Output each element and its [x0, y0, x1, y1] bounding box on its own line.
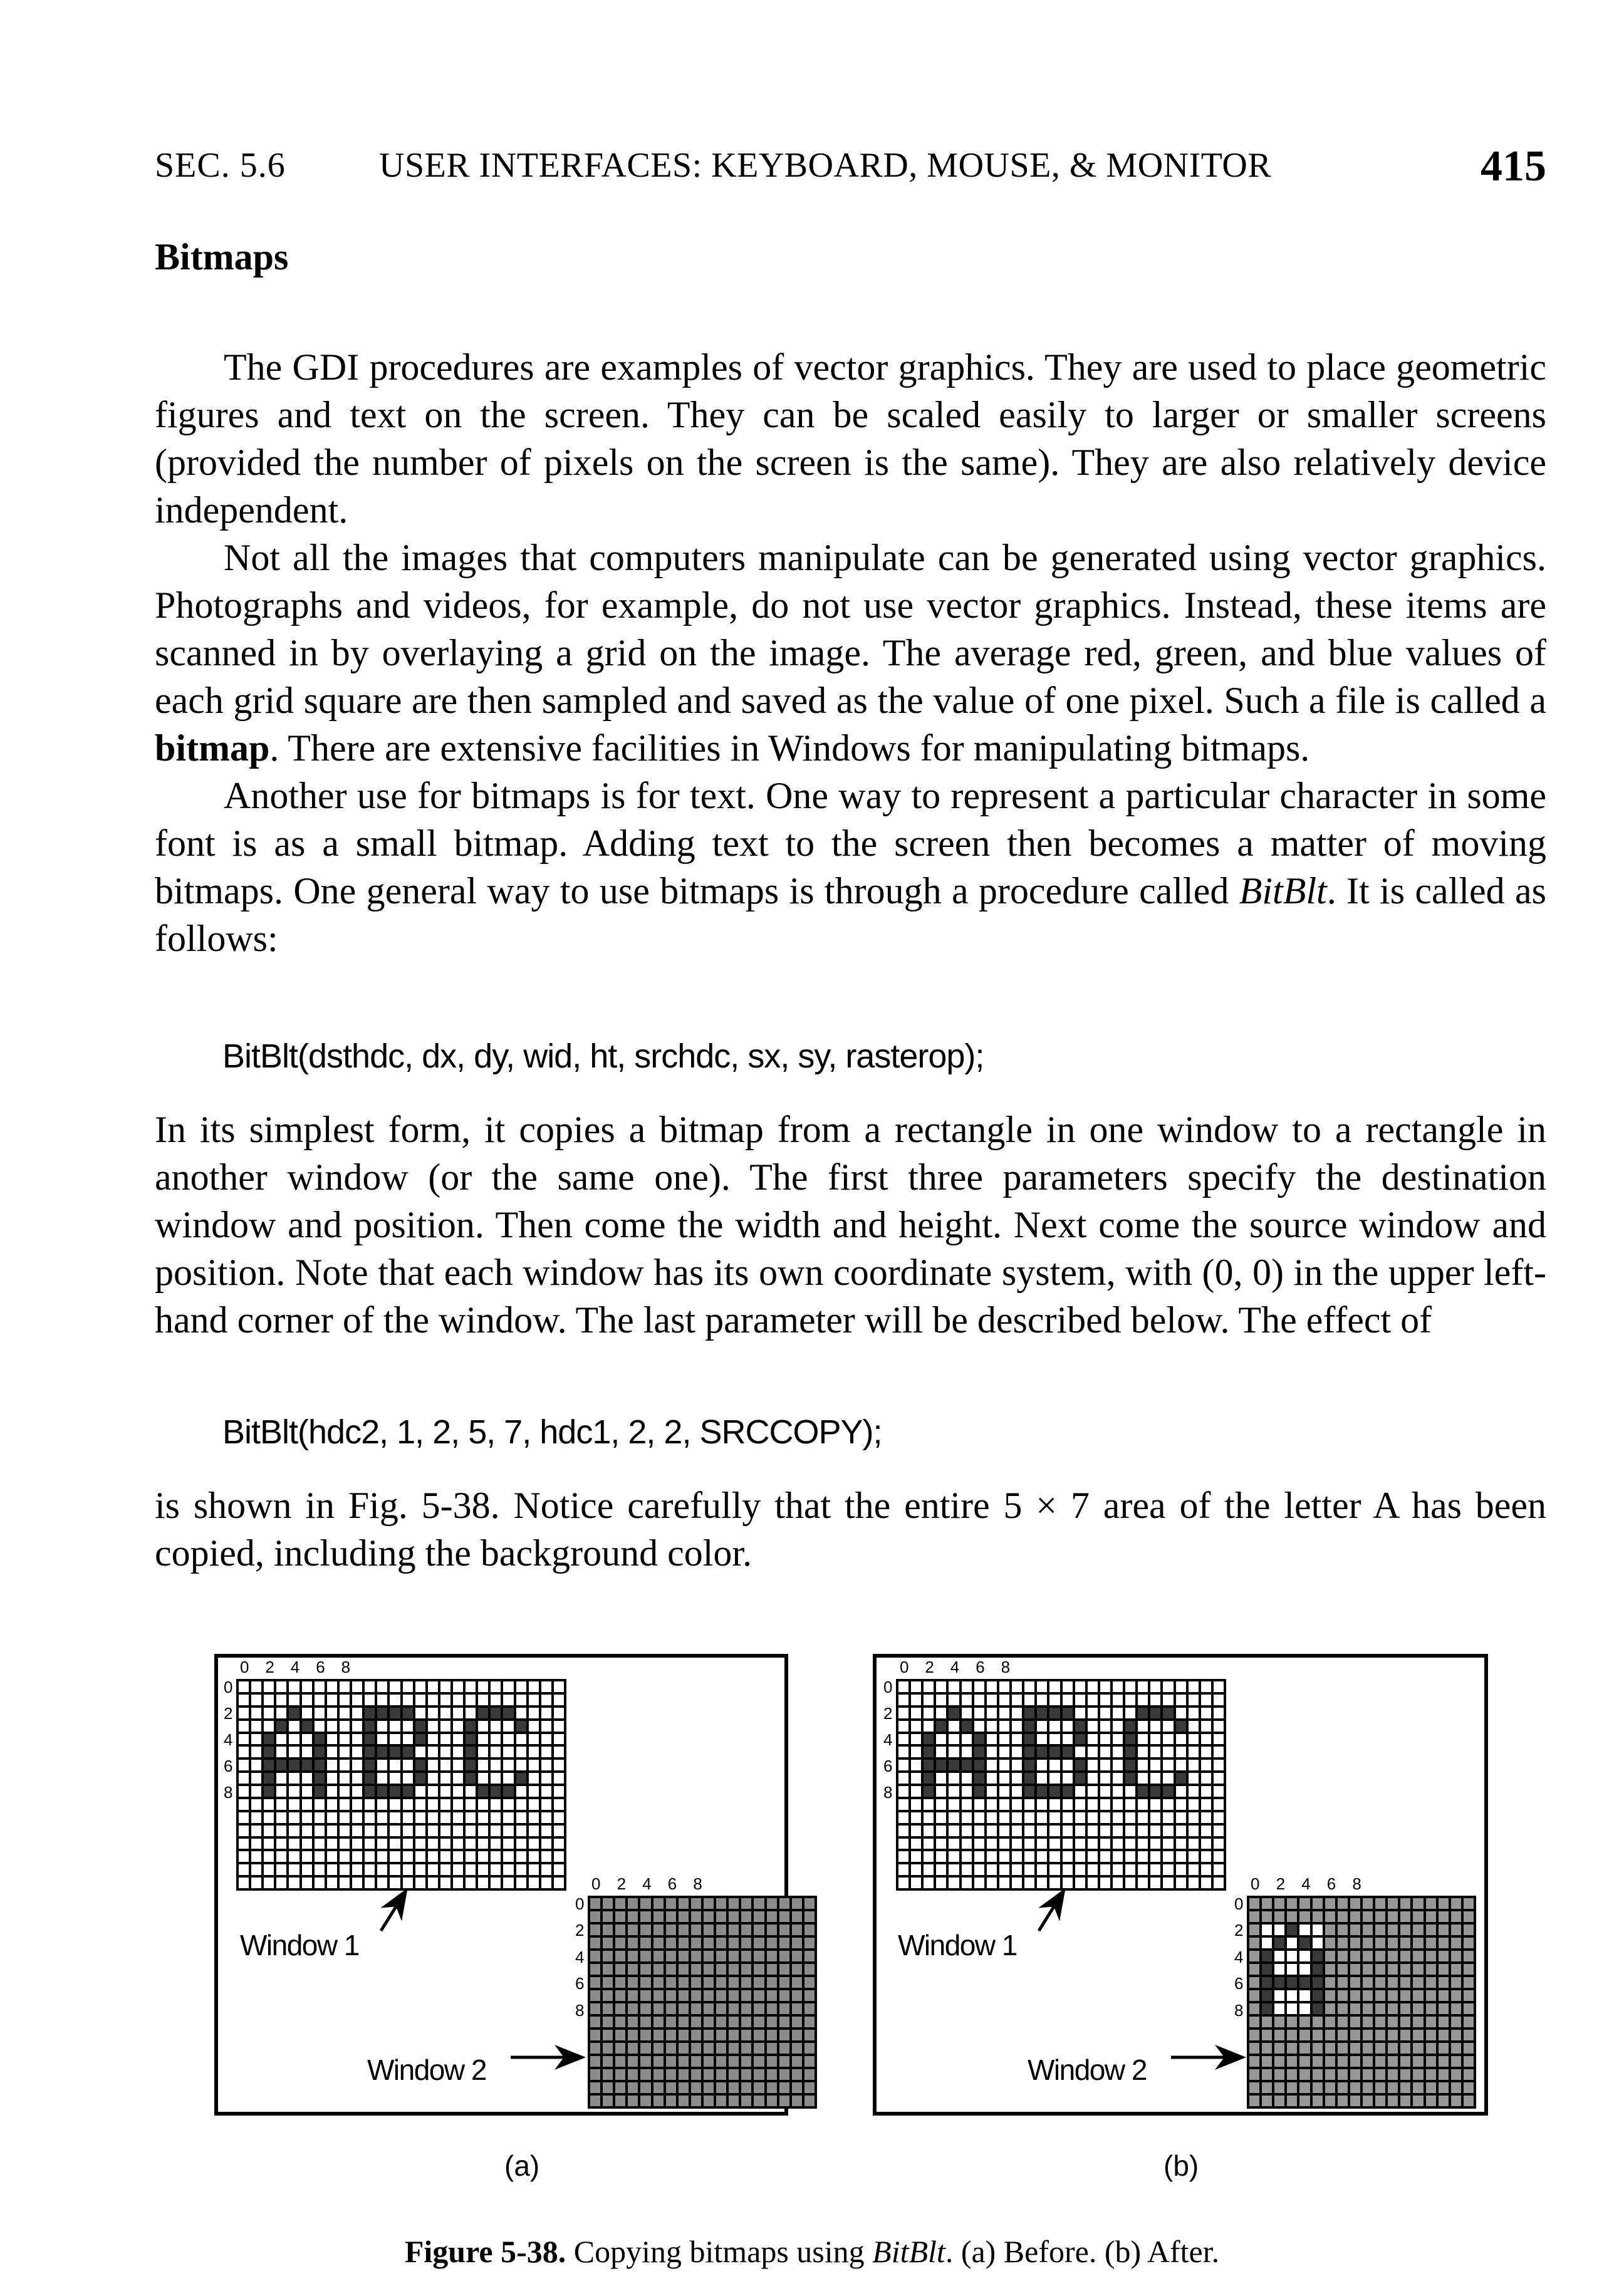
caption-term: BitBlt [872, 2234, 945, 2269]
window1-b-y-tick: 8 [883, 1783, 893, 1802]
window1-b-y-tick: 6 [883, 1757, 893, 1775]
window1-a-y-tick: 8 [224, 1783, 233, 1802]
panel-label-b: (b) [1163, 2149, 1199, 2182]
window1-label-a: Window 1 [240, 1929, 359, 1961]
window2-a-x-tick: 0 [591, 1874, 601, 1893]
window1-a-x-tick: 0 [240, 1658, 249, 1676]
paragraph-2-text-end: . There are extensive facilities in Windows for manipulating bitmaps. [269, 727, 1310, 769]
window2-b-y-tick: 4 [1234, 1947, 1244, 1966]
window1-a-y-tick: 4 [224, 1730, 233, 1749]
window1-b-x-tick: 0 [900, 1658, 909, 1676]
paragraph-1: The GDI procedures are examples of vector graphics. They are used to place geometric figures and text on the screen. They can be scaled easily to larger or smaller screens (provided the number of pixels on the screen is the same). They are also relatively device independent. [155, 346, 1546, 531]
window2-a-y-tick: 2 [575, 1921, 585, 1940]
caption-text: Copying bitmaps using [573, 2234, 873, 2269]
window2-a-x-tick: 8 [693, 1874, 702, 1893]
window1-a-x-tick: 4 [290, 1658, 300, 1676]
window2-label-a: Window 2 [367, 2054, 486, 2086]
window2-b-x-tick: 4 [1301, 1874, 1311, 1893]
paragraph-4: In its simplest form, it copies a bitmap from a rectangle in one window to a rectangle in another window (or the same one). The first three parameters specify the destination window and position. Then come the width and height. Next come the source window and position. Note that each window has its own coordinate system, with (0, 0) in the upper left-hand corner of the window. The last parameter will be described below. The effect of [155, 1109, 1546, 1341]
caption-text-end: . (a) Before. (b) After. [945, 2234, 1220, 2269]
window2-b-y-tick: 2 [1234, 1921, 1244, 1940]
window2-b-y-tick: 6 [1234, 1974, 1244, 1993]
window1-b-y-tick: 4 [883, 1730, 893, 1749]
window1-a-y-tick: 0 [224, 1678, 233, 1696]
paragraph-3-text-end: . It is called as follows: [155, 870, 1546, 959]
window2-b-x-tick: 8 [1352, 1874, 1361, 1893]
figure-caption [0, 2233, 1624, 2270]
page-number: 415 [1481, 142, 1546, 190]
window2-a-x-tick: 6 [667, 1874, 677, 1893]
window2-a-y-tick: 8 [575, 2000, 585, 2020]
window2-b-y-tick: 8 [1234, 2000, 1244, 2020]
window1-b-x-tick: 6 [976, 1658, 985, 1676]
window2-b-x-tick: 6 [1326, 1874, 1336, 1893]
arrow-icon [381, 1891, 1243, 2057]
window2-a-x-tick: 2 [617, 1874, 627, 1893]
code-bitblt-signature: BitBlt(dsthdc, dx, dy, wid, ht, srchdc, sx, sy, rasterop); [222, 1037, 984, 1075]
term-bitblt: BitBlt [1239, 870, 1327, 912]
window2-b-x-tick: 2 [1276, 1874, 1286, 1893]
window1-b-x-tick: 8 [1001, 1658, 1011, 1676]
window1-b-x-tick: 4 [950, 1658, 960, 1676]
window1-b-x-tick: 2 [925, 1658, 934, 1676]
term-bitmap: bitmap [155, 727, 270, 769]
window2-b-x-tick: 0 [1251, 1874, 1260, 1893]
figure-number: Figure 5-38. [404, 2234, 566, 2269]
window1-a-y-tick: 6 [224, 1757, 233, 1775]
chapter-title: USER INTERFACES: KEYBOARD, MOUSE, & MONITOR [379, 146, 1272, 185]
window2-a-y-tick: 6 [575, 1974, 585, 1993]
window1-b-y-tick: 0 [883, 1678, 893, 1696]
paragraph-2-text: Not all the images that computers manipulate can be generated using vector graphics. Photographs and videos, for example, do not use vector graphics. Instead, these items are scanned in by overlaying a grid on the image. The average red, green, and blue values of each grid square are then sampled and saved as the value of one pixel. Such a file is called a [155, 537, 1546, 721]
window2-label-b: Window 2 [1028, 2054, 1147, 2086]
paragraph-3-text: Another use for bitmaps is for text. One way to represent a particular character in some font is as a small bitmap. Adding text to the screen then becomes a matter of moving bitmaps. One general way to use bitmaps is through a procedure called [155, 775, 1546, 912]
code-bitblt-example: BitBlt(hdc2, 1, 2, 5, 7, hdc1, 2, 2, SRCCOPY); [222, 1413, 882, 1451]
window2-b-y-tick: 0 [1234, 1894, 1244, 1913]
paragraph-5: is shown in Fig. 5-38. Notice carefully that the entire 5 × 7 area of the letter A has been copied, including the background color. [155, 1485, 1546, 1574]
window1-a-x-tick: 2 [265, 1658, 274, 1676]
section-title: Bitmaps [155, 236, 289, 278]
section-number: SEC. 5.6 [155, 146, 286, 185]
window1-b-y-tick: 2 [883, 1704, 893, 1723]
window2-a-x-tick: 4 [642, 1874, 652, 1893]
panel-label-a: (a) [504, 2149, 540, 2182]
window1-a-y-tick: 2 [224, 1704, 233, 1723]
window2-a-y-tick: 0 [575, 1894, 585, 1913]
window2-a-y-tick: 4 [575, 1947, 585, 1966]
window1-label-b: Window 1 [898, 1929, 1017, 1961]
window1-a-x-tick: 8 [341, 1658, 351, 1676]
window1-a-x-tick: 6 [316, 1658, 325, 1676]
